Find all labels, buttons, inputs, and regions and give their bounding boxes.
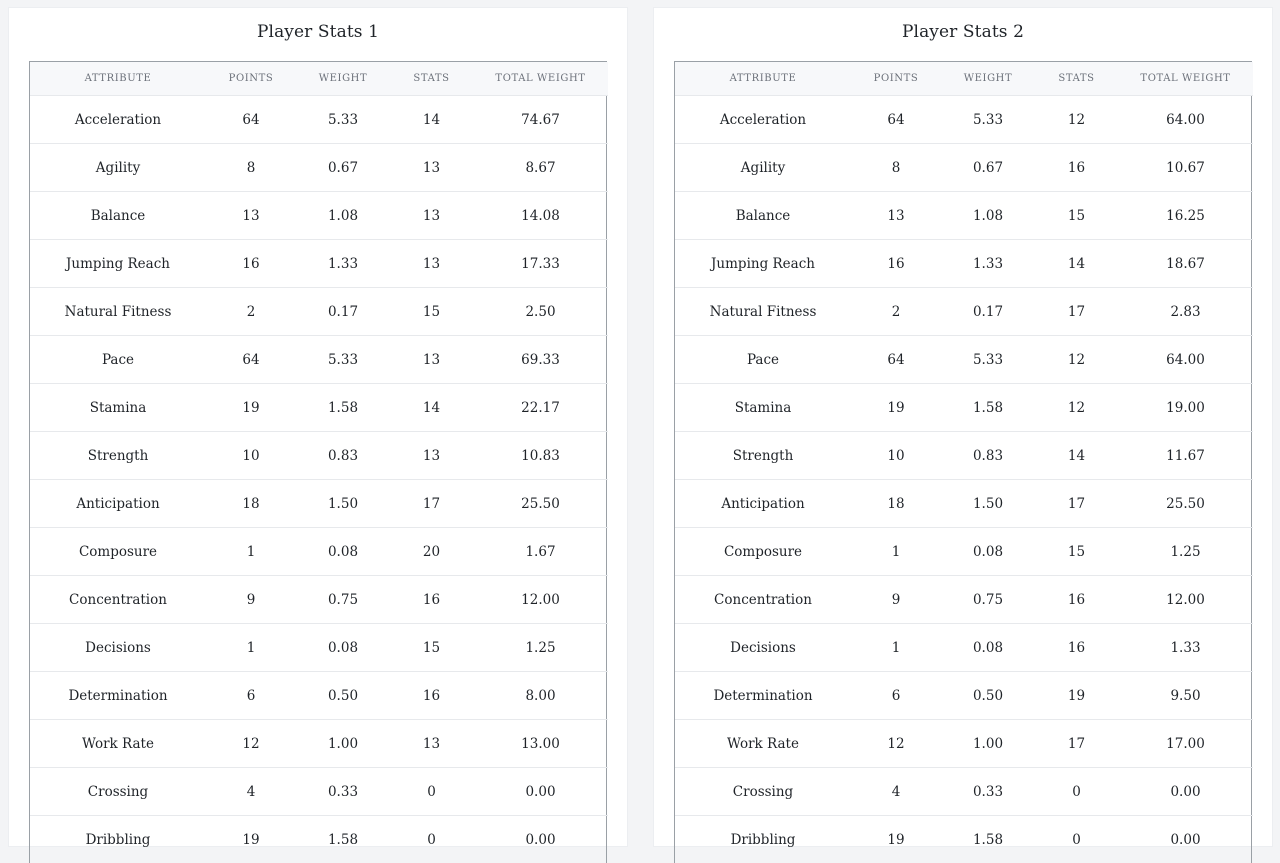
column-header-total-weight[interactable]: TOTAL WEIGHT: [1118, 62, 1253, 96]
points-cell: 1: [206, 528, 296, 576]
total-weight-cell: 0.00: [473, 816, 608, 863]
weight-cell: 1.00: [941, 720, 1035, 768]
points-cell: 9: [206, 576, 296, 624]
total-weight-cell: 64.00: [1118, 96, 1253, 144]
total-weight-cell: 2.50: [473, 288, 608, 336]
stats-cell: 17: [1035, 480, 1118, 528]
column-header-points[interactable]: POINTS: [206, 62, 296, 96]
points-cell: 1: [851, 624, 941, 672]
attribute-cell: Anticipation: [30, 480, 206, 528]
total-weight-cell: 12.00: [1118, 576, 1253, 624]
stats-cell: 15: [1035, 192, 1118, 240]
weight-cell: 1.58: [296, 384, 390, 432]
player-stats-panel-2: [653, 7, 1273, 847]
stats-table-container: [674, 61, 1252, 863]
table-row: [675, 192, 1253, 240]
table-row: [30, 576, 608, 624]
stats-cell: 17: [1035, 720, 1118, 768]
total-weight-cell: 1.25: [1118, 528, 1253, 576]
stats-cell: 15: [390, 624, 473, 672]
panel-title: Player Stats 2: [654, 22, 1272, 42]
attribute-cell: Agility: [30, 144, 206, 192]
header-row: [675, 62, 1253, 96]
attribute-cell: Dribbling: [675, 816, 851, 863]
table-row: [675, 432, 1253, 480]
weight-cell: 0.33: [941, 768, 1035, 816]
total-weight-cell: 74.67: [473, 96, 608, 144]
total-weight-cell: 17.33: [473, 240, 608, 288]
points-cell: 12: [851, 720, 941, 768]
points-cell: 4: [206, 768, 296, 816]
weight-cell: 0.75: [941, 576, 1035, 624]
stats-cell: 19: [1035, 672, 1118, 720]
total-weight-cell: 8.00: [473, 672, 608, 720]
attribute-cell: Natural Fitness: [675, 288, 851, 336]
attribute-cell: Natural Fitness: [30, 288, 206, 336]
weight-cell: 5.33: [941, 336, 1035, 384]
total-weight-cell: 0.00: [473, 768, 608, 816]
points-cell: 1: [206, 624, 296, 672]
table-body: [30, 96, 608, 863]
attribute-cell: Strength: [30, 432, 206, 480]
attribute-cell: Work Rate: [30, 720, 206, 768]
attribute-cell: Acceleration: [30, 96, 206, 144]
column-header-attribute[interactable]: ATTRIBUTE: [675, 62, 851, 96]
stats-cell: 0: [1035, 816, 1118, 863]
table-row: [30, 816, 608, 863]
weight-cell: 0.67: [941, 144, 1035, 192]
stats-table-container: [29, 61, 607, 863]
weight-cell: 0.08: [941, 624, 1035, 672]
total-weight-cell: 12.00: [473, 576, 608, 624]
points-cell: 8: [851, 144, 941, 192]
total-weight-cell: 69.33: [473, 336, 608, 384]
table-row: [675, 720, 1253, 768]
points-cell: 10: [851, 432, 941, 480]
total-weight-cell: 1.67: [473, 528, 608, 576]
table-row: [675, 384, 1253, 432]
weight-cell: 1.00: [296, 720, 390, 768]
weight-cell: 0.83: [941, 432, 1035, 480]
points-cell: 13: [851, 192, 941, 240]
points-cell: 64: [206, 336, 296, 384]
weight-cell: 0.75: [296, 576, 390, 624]
total-weight-cell: 9.50: [1118, 672, 1253, 720]
attribute-cell: Agility: [675, 144, 851, 192]
total-weight-cell: 17.00: [1118, 720, 1253, 768]
stats-cell: 14: [1035, 432, 1118, 480]
points-cell: 64: [851, 336, 941, 384]
table-row: [675, 624, 1253, 672]
weight-cell: 0.67: [296, 144, 390, 192]
stats-cell: 13: [390, 144, 473, 192]
points-cell: 19: [851, 384, 941, 432]
stats-cell: 13: [390, 192, 473, 240]
stats-cell: 20: [390, 528, 473, 576]
weight-cell: 0.50: [296, 672, 390, 720]
table-header: [675, 62, 1253, 96]
total-weight-cell: 25.50: [473, 480, 608, 528]
stats-cell: 17: [390, 480, 473, 528]
column-header-weight[interactable]: WEIGHT: [941, 62, 1035, 96]
total-weight-cell: 19.00: [1118, 384, 1253, 432]
stats-cell: 0: [1035, 768, 1118, 816]
attribute-cell: Stamina: [30, 384, 206, 432]
total-weight-cell: 2.83: [1118, 288, 1253, 336]
stats-cell: 16: [1035, 144, 1118, 192]
points-cell: 2: [851, 288, 941, 336]
table-row: [30, 432, 608, 480]
stats-cell: 12: [1035, 96, 1118, 144]
table-row: [30, 624, 608, 672]
points-cell: 13: [206, 192, 296, 240]
stats-cell: 14: [1035, 240, 1118, 288]
points-cell: 18: [851, 480, 941, 528]
attribute-cell: Stamina: [675, 384, 851, 432]
stats-cell: 13: [390, 720, 473, 768]
table-row: [30, 480, 608, 528]
weight-cell: 0.17: [941, 288, 1035, 336]
weight-cell: 0.83: [296, 432, 390, 480]
stats-table: [30, 62, 608, 863]
column-header-stats[interactable]: STATS: [1035, 62, 1118, 96]
table-body: [675, 96, 1253, 863]
attribute-cell: Crossing: [675, 768, 851, 816]
table-header: [30, 62, 608, 96]
points-cell: 64: [851, 96, 941, 144]
stats-cell: 17: [1035, 288, 1118, 336]
attribute-cell: Concentration: [30, 576, 206, 624]
table-row: [675, 288, 1253, 336]
stats-cell: 0: [390, 768, 473, 816]
table-row: [30, 336, 608, 384]
weight-cell: 0.33: [296, 768, 390, 816]
table-row: [675, 672, 1253, 720]
weight-cell: 5.33: [941, 96, 1035, 144]
points-cell: 10: [206, 432, 296, 480]
panel-title: Player Stats 1: [9, 22, 627, 42]
stats-cell: 15: [390, 288, 473, 336]
attribute-cell: Pace: [675, 336, 851, 384]
table-row: [30, 240, 608, 288]
stats-cell: 16: [390, 576, 473, 624]
weight-cell: 0.50: [941, 672, 1035, 720]
total-weight-cell: 10.67: [1118, 144, 1253, 192]
weight-cell: 5.33: [296, 96, 390, 144]
points-cell: 6: [206, 672, 296, 720]
stats-cell: 14: [390, 384, 473, 432]
stats-cell: 16: [1035, 624, 1118, 672]
table-row: [675, 576, 1253, 624]
attribute-cell: Composure: [30, 528, 206, 576]
column-header-attribute[interactable]: ATTRIBUTE: [30, 62, 206, 96]
attribute-cell: Determination: [30, 672, 206, 720]
attribute-cell: Anticipation: [675, 480, 851, 528]
total-weight-cell: 16.25: [1118, 192, 1253, 240]
table-row: [675, 336, 1253, 384]
attribute-cell: Acceleration: [675, 96, 851, 144]
table-row: [30, 384, 608, 432]
stats-cell: 14: [390, 96, 473, 144]
attribute-cell: Jumping Reach: [30, 240, 206, 288]
weight-cell: 0.17: [296, 288, 390, 336]
table-row: [30, 528, 608, 576]
weight-cell: 0.08: [296, 528, 390, 576]
total-weight-cell: 10.83: [473, 432, 608, 480]
total-weight-cell: 8.67: [473, 144, 608, 192]
weight-cell: 1.08: [941, 192, 1035, 240]
attribute-cell: Pace: [30, 336, 206, 384]
column-header-total-weight[interactable]: TOTAL WEIGHT: [473, 62, 608, 96]
table-row: [30, 720, 608, 768]
total-weight-cell: 11.67: [1118, 432, 1253, 480]
total-weight-cell: 22.17: [473, 384, 608, 432]
table-row: [675, 96, 1253, 144]
attribute-cell: Determination: [675, 672, 851, 720]
attribute-cell: Composure: [675, 528, 851, 576]
table-row: [675, 240, 1253, 288]
points-cell: 1: [851, 528, 941, 576]
table-row: [675, 144, 1253, 192]
attribute-cell: Dribbling: [30, 816, 206, 863]
total-weight-cell: 0.00: [1118, 768, 1253, 816]
stats-table: [675, 62, 1253, 863]
table-row: [30, 192, 608, 240]
stats-cell: 12: [1035, 384, 1118, 432]
attribute-cell: Balance: [30, 192, 206, 240]
weight-cell: 1.58: [941, 816, 1035, 863]
player-stats-panel-1: [8, 7, 628, 847]
attribute-cell: Crossing: [30, 768, 206, 816]
weight-cell: 1.08: [296, 192, 390, 240]
stats-cell: 12: [1035, 336, 1118, 384]
total-weight-cell: 0.00: [1118, 816, 1253, 863]
total-weight-cell: 25.50: [1118, 480, 1253, 528]
table-row: [30, 672, 608, 720]
stats-cell: 15: [1035, 528, 1118, 576]
weight-cell: 0.08: [941, 528, 1035, 576]
total-weight-cell: 18.67: [1118, 240, 1253, 288]
total-weight-cell: 13.00: [473, 720, 608, 768]
points-cell: 12: [206, 720, 296, 768]
attribute-cell: Concentration: [675, 576, 851, 624]
points-cell: 6: [851, 672, 941, 720]
weight-cell: 1.33: [296, 240, 390, 288]
points-cell: 8: [206, 144, 296, 192]
points-cell: 9: [851, 576, 941, 624]
points-cell: 19: [206, 816, 296, 863]
points-cell: 19: [851, 816, 941, 863]
total-weight-cell: 14.08: [473, 192, 608, 240]
table-row: [30, 288, 608, 336]
points-cell: 2: [206, 288, 296, 336]
weight-cell: 1.33: [941, 240, 1035, 288]
weight-cell: 0.08: [296, 624, 390, 672]
points-cell: 4: [851, 768, 941, 816]
stats-cell: 16: [390, 672, 473, 720]
points-cell: 19: [206, 384, 296, 432]
table-row: [675, 480, 1253, 528]
total-weight-cell: 1.33: [1118, 624, 1253, 672]
header-row: [30, 62, 608, 96]
stats-cell: 0: [390, 816, 473, 863]
attribute-cell: Strength: [675, 432, 851, 480]
table-row: [675, 768, 1253, 816]
attribute-cell: Balance: [675, 192, 851, 240]
column-header-weight[interactable]: WEIGHT: [296, 62, 390, 96]
attribute-cell: Work Rate: [675, 720, 851, 768]
weight-cell: 1.50: [296, 480, 390, 528]
attribute-cell: Jumping Reach: [675, 240, 851, 288]
table-row: [675, 816, 1253, 863]
table-row: [30, 96, 608, 144]
stats-cell: 13: [390, 336, 473, 384]
attribute-cell: Decisions: [675, 624, 851, 672]
total-weight-cell: 64.00: [1118, 336, 1253, 384]
table-row: [675, 528, 1253, 576]
weight-cell: 1.50: [941, 480, 1035, 528]
column-header-stats[interactable]: STATS: [390, 62, 473, 96]
points-cell: 16: [206, 240, 296, 288]
weight-cell: 1.58: [296, 816, 390, 863]
table-row: [30, 144, 608, 192]
weight-cell: 1.58: [941, 384, 1035, 432]
stats-cell: 13: [390, 240, 473, 288]
weight-cell: 5.33: [296, 336, 390, 384]
stats-cell: 16: [1035, 576, 1118, 624]
points-cell: 18: [206, 480, 296, 528]
column-header-points[interactable]: POINTS: [851, 62, 941, 96]
points-cell: 16: [851, 240, 941, 288]
stats-cell: 13: [390, 432, 473, 480]
total-weight-cell: 1.25: [473, 624, 608, 672]
table-row: [30, 768, 608, 816]
attribute-cell: Decisions: [30, 624, 206, 672]
points-cell: 64: [206, 96, 296, 144]
